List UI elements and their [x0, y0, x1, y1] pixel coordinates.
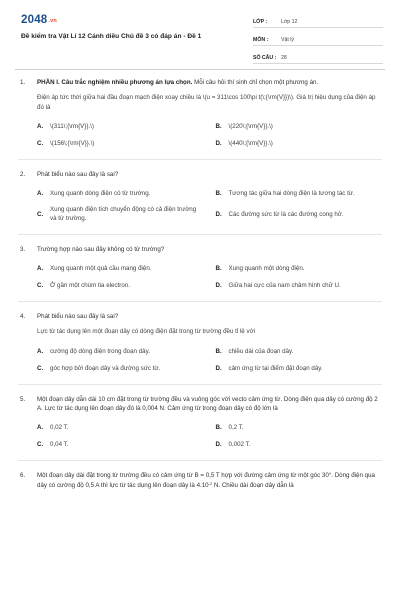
meta-row-count	[253, 49, 383, 64]
option-letter: D.	[215, 139, 222, 147]
question-text: Phát biểu nào sau đây là sai?	[37, 170, 119, 178]
logo-text: 2048	[21, 14, 48, 26]
question-number: 4.	[20, 313, 26, 321]
option-letter: B.	[215, 424, 222, 432]
option-letter: B.	[215, 122, 222, 130]
question-2	[0, 170, 400, 224]
header	[0, 0, 400, 68]
question-4	[0, 312, 400, 374]
question-number: 1.	[20, 79, 26, 86]
option-text: 0,04 T.	[50, 441, 69, 449]
page-title: Đề kiểm tra Vật Lí 12 Cánh diều Chủ đề 3 có đáp án - Đề 1	[21, 33, 202, 40]
question-text-part: Một đoạn dây dài đặt trong từ trường đều có cảm ứng từ B = 0,5 T hợp với đường cảm ứng từ một góc 30°. Dòng điện qua dây có cường độ 0,5 A thì lực từ tác dụng lên đoạn dây là 4.10	[37, 472, 375, 489]
option-a[interactable]	[37, 422, 200, 433]
option-letter: B.	[215, 264, 222, 272]
option-text: Xung quanh dòng điện có từ trường.	[50, 190, 151, 198]
question-list	[0, 78, 400, 499]
meta-label: SỐ CÂU :	[253, 55, 277, 62]
option-c[interactable]	[37, 280, 200, 291]
site-logo[interactable]	[21, 12, 57, 29]
meta-value: Lớp 12	[281, 19, 298, 26]
option-letter: A.	[37, 122, 44, 130]
options	[37, 121, 378, 149]
question-text	[37, 78, 378, 87]
option-d[interactable]	[216, 439, 379, 450]
meta-label: LỚP :	[253, 19, 268, 26]
option-b[interactable]	[216, 188, 379, 199]
option-text: góc hợp bởi đoạn dây và đường sức từ.	[50, 364, 161, 372]
option-c[interactable]	[37, 205, 200, 224]
option-letter: D.	[215, 364, 222, 372]
question-text	[37, 471, 378, 490]
question-number: 5.	[20, 395, 26, 403]
option-b[interactable]	[216, 346, 379, 357]
question-stem: Lực từ tác dụng lên một đoạn dây có dòng điện đặt trong từ trường đều tỉ lệ với	[37, 328, 255, 336]
option-text: Các đường sức từ là các đường cong hở.	[228, 210, 344, 218]
exponent: -2	[208, 480, 213, 486]
meta-label: MÔN :	[253, 37, 269, 44]
option-text: 0,02 T.	[50, 424, 69, 432]
option-c[interactable]	[37, 363, 200, 374]
option-text: \(440\;{\rm{V}}.\)	[228, 139, 273, 147]
option-a[interactable]	[37, 263, 200, 274]
divider	[18, 159, 382, 160]
options	[37, 422, 378, 450]
question-6	[0, 471, 400, 490]
option-text: 0,002 T.	[228, 441, 251, 449]
option-text: Giữa hai cực của nam châm hình chữ U.	[228, 281, 341, 289]
option-text: Ở gần một chùm tia electron.	[50, 281, 130, 289]
option-text: Xung quanh một dòng điện.	[228, 264, 305, 272]
option-a[interactable]	[37, 346, 200, 357]
question-number: 3.	[20, 245, 26, 253]
option-letter: A.	[37, 424, 44, 432]
option-letter: A.	[37, 190, 44, 198]
option-letter: D.	[215, 281, 222, 289]
question-3	[0, 245, 400, 291]
option-letter: C.	[37, 139, 44, 147]
option-letter: D.	[215, 210, 222, 218]
option-letter: D.	[215, 441, 222, 449]
option-text: Xung quanh điện tích chuyển động có cả điện trường và từ trường.	[50, 206, 197, 223]
options	[37, 346, 378, 374]
option-d[interactable]	[216, 205, 379, 224]
question-text: Trường hợp nào sau đây không có từ trường?	[37, 245, 165, 253]
divider	[18, 301, 382, 302]
option-text: \(220\;{\rm{V}}.\)	[228, 122, 273, 130]
meta-row-subject	[253, 31, 383, 46]
divider	[18, 460, 382, 461]
header-divider	[15, 69, 385, 70]
option-d[interactable]	[216, 280, 379, 291]
question-text: Một đoạn dây dẫn dài 10 cm đặt trong từ trường đều và vuông góc với vecto cảm ứng từ. Dòng điện qua dây có cường độ 2 A. Lực từ tác dụng lên đoạn dây đó là 0,004 N. Cảm ứng từ trong đoạn dây có độ lớn là	[37, 395, 378, 412]
options	[37, 263, 378, 291]
option-a[interactable]	[37, 188, 200, 199]
option-letter: C.	[37, 441, 44, 449]
question-number: 6.	[20, 472, 26, 480]
option-letter: C.	[37, 210, 44, 218]
question-stem: Điện áp tức thời giữa hai đầu đoạn mạch điện xoay chiều là \(u = 311\cos 100\pi t(\;{\rm{V}})\). Giá trị hiệu dụng của điện áp đó là	[37, 94, 376, 111]
option-letter: A.	[37, 347, 44, 355]
option-b[interactable]	[216, 422, 379, 433]
section-instruction: Mỗi câu hỏi thí sinh chỉ chọn một phương án.	[192, 79, 319, 86]
meta-row-class	[253, 13, 383, 28]
option-letter: C.	[37, 281, 44, 289]
meta-value: 28	[281, 55, 287, 62]
divider	[18, 234, 382, 235]
option-letter: B.	[215, 347, 222, 355]
question-text: Phát biểu nào sau đây là sai?	[37, 313, 119, 321]
option-text: Tương tác giữa hai dòng điện là tương tác từ.	[228, 190, 355, 198]
option-text: cảm ứng từ tại điểm đặt đoạn dây.	[228, 364, 323, 372]
meta-value: Vật lý	[281, 37, 294, 44]
option-letter: B.	[215, 190, 222, 198]
option-text: cường độ dòng điện trong đoạn dây.	[50, 347, 150, 355]
option-text: Xung quanh một quả cầu mang điện.	[50, 264, 152, 272]
option-text: chiều dài của đoạn dây.	[228, 347, 294, 355]
option-a[interactable]	[37, 121, 200, 132]
question-text-part: N. Chiều dài đoạn dây dẫn là	[212, 481, 294, 489]
option-b[interactable]	[216, 121, 379, 132]
option-letter: C.	[37, 364, 44, 372]
option-text: \(311\;{\rm{V}}.\)	[50, 122, 94, 130]
option-d[interactable]	[216, 138, 379, 149]
question-1	[0, 78, 400, 149]
option-text: \(156\;{\rm{V}}.\)	[50, 139, 95, 147]
option-c[interactable]	[37, 138, 200, 149]
divider	[18, 384, 382, 385]
option-c[interactable]	[37, 439, 200, 450]
question-5	[0, 395, 400, 451]
meta-info	[253, 13, 383, 67]
option-d[interactable]	[216, 363, 379, 374]
section-heading: PHẦN I. Câu trắc nghiệm nhiều phương án lựa chọn.	[37, 79, 193, 86]
option-b[interactable]	[216, 263, 379, 274]
option-letter: A.	[37, 264, 44, 272]
options	[37, 188, 378, 224]
logo-suffix: .vn	[48, 18, 57, 24]
option-text: 0,2 T.	[228, 424, 244, 432]
question-number: 2.	[20, 170, 26, 178]
